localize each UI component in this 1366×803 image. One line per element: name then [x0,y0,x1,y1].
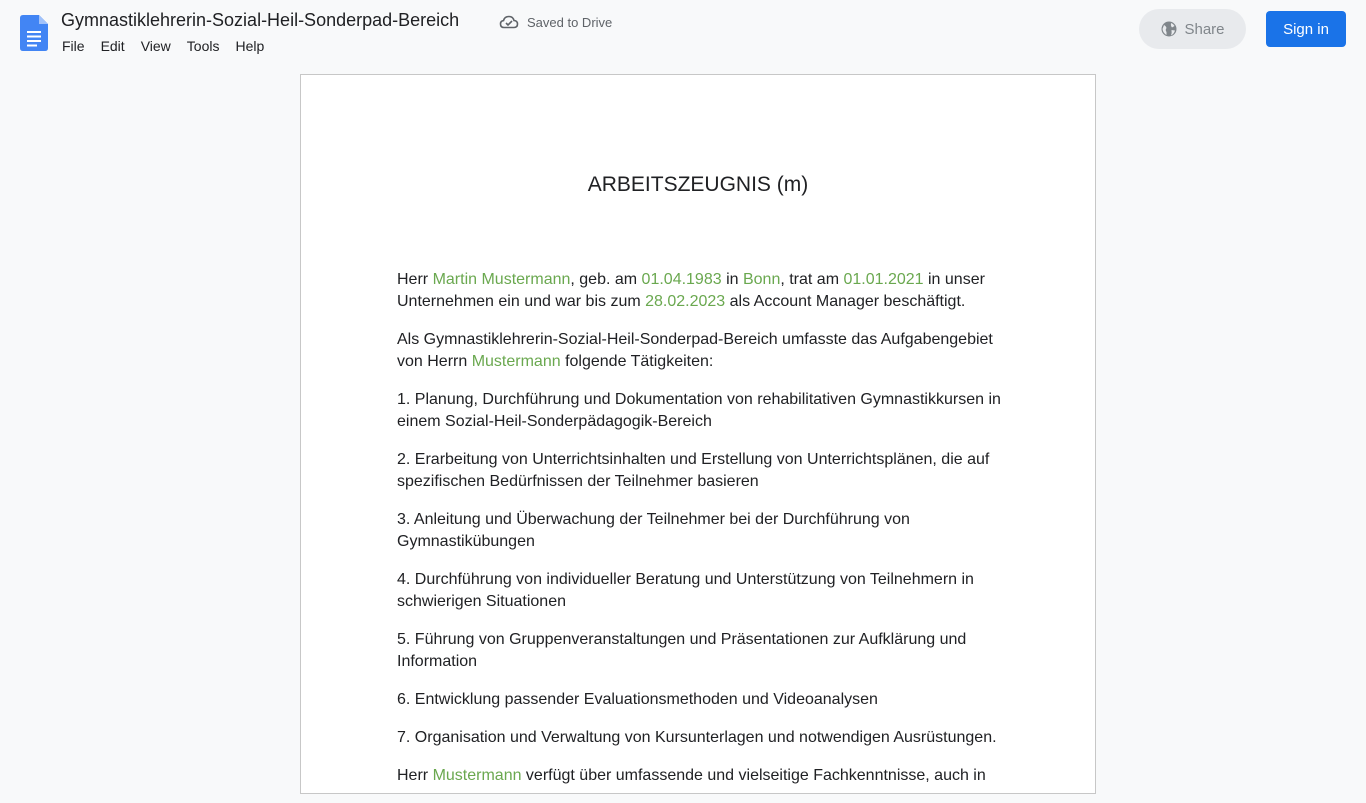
duty-item-2: 2. Erarbeitung von Unterrichtsinhalten und Erstellung von Unterrichtsplänen, die auf spezifischen Bedürfnissen der Teilnehmer basieren [397,451,990,490]
closing-paragraph [397,765,1007,787]
save-status-label: Saved to Drive [527,14,613,30]
cloud-saved-icon [499,14,519,30]
document-page[interactable] [300,74,1096,794]
share-button[interactable] [1139,9,1246,49]
text-run: folgende Tätigkeiten: [560,353,714,370]
menu-edit[interactable]: Edit [100,38,125,54]
birth-place: Bonn [742,271,781,288]
document-body [397,171,1007,803]
text-run: Als Gymnastiklehrerin-Sozial-Heil-Sonderpad-Bereich umfasste das Aufgabengebiet von Herrn [397,331,993,370]
save-status[interactable] [499,14,612,30]
text-run: Herr [397,271,433,288]
intro-paragraph [397,269,1007,313]
duty-item-3: 3. Anleitung und Überwachung der Teilnehmer bei der Durchführung von Gymnastikübungen [397,511,910,550]
employee-name: Martin Mustermann [432,271,571,288]
duty-item-7: 7. Organisation und Verwaltung von Kursunterlagen und notwendigen Ausrüstungen. [397,729,997,746]
duty-item-6: 6. Entwicklung passender Evaluationsmethoden und Videoanalysen [397,691,878,708]
text-run: in [721,271,743,288]
duty-item-4: 4. Durchführung von individueller Beratung und Unterstützung von Teilnehmern in schwierigen Situationen [397,571,974,610]
text-run: in unser Unternehmen ein und war bis zum [397,271,985,310]
menu-help[interactable]: Help [235,38,265,54]
text-run: Herr [397,767,433,784]
duty-item-5: 5. Führung von Gruppenveranstaltungen und Präsentationen zur Aufklärung und Information [397,631,967,670]
menu-bar [54,36,272,56]
text-run: verfügt über umfassende und vielseitige Fachkenntnisse, auch in [521,767,986,784]
document-heading: ARBEITSZEUGNIS (m) [587,173,809,196]
birth-date: 01.04.1983 [641,271,722,288]
docs-logo-icon[interactable] [20,15,48,51]
duties-intro-paragraph [397,329,1007,373]
text-run: , geb. am [570,271,642,288]
sign-in-button[interactable]: Sign in [1266,11,1346,47]
text-run: , trat am [780,271,844,288]
document-title[interactable]: Gymnastiklehrerin-Sozial-Heil-Sonderpad-Bereich [61,10,460,30]
menu-view[interactable]: View [140,38,171,54]
employee-surname: Mustermann [432,767,522,784]
header-bar [0,0,1366,64]
menu-file[interactable]: File [62,38,85,54]
text-run: als Account Manager beschäftigt. [725,293,966,310]
duty-item-1: 1. Planung, Durchführung und Dokumentation von rehabilitativen Gymnastikkursen in einem Sozial-Heil-Sonderpädagogik-Bereich [397,391,1001,430]
globe-icon [1160,20,1178,38]
employee-surname: Mustermann [471,353,561,370]
share-button-label: Share [1184,20,1225,38]
menu-tools[interactable]: Tools [186,38,220,54]
start-date: 01.01.2021 [843,271,924,288]
end-date: 28.02.2023 [645,293,726,310]
